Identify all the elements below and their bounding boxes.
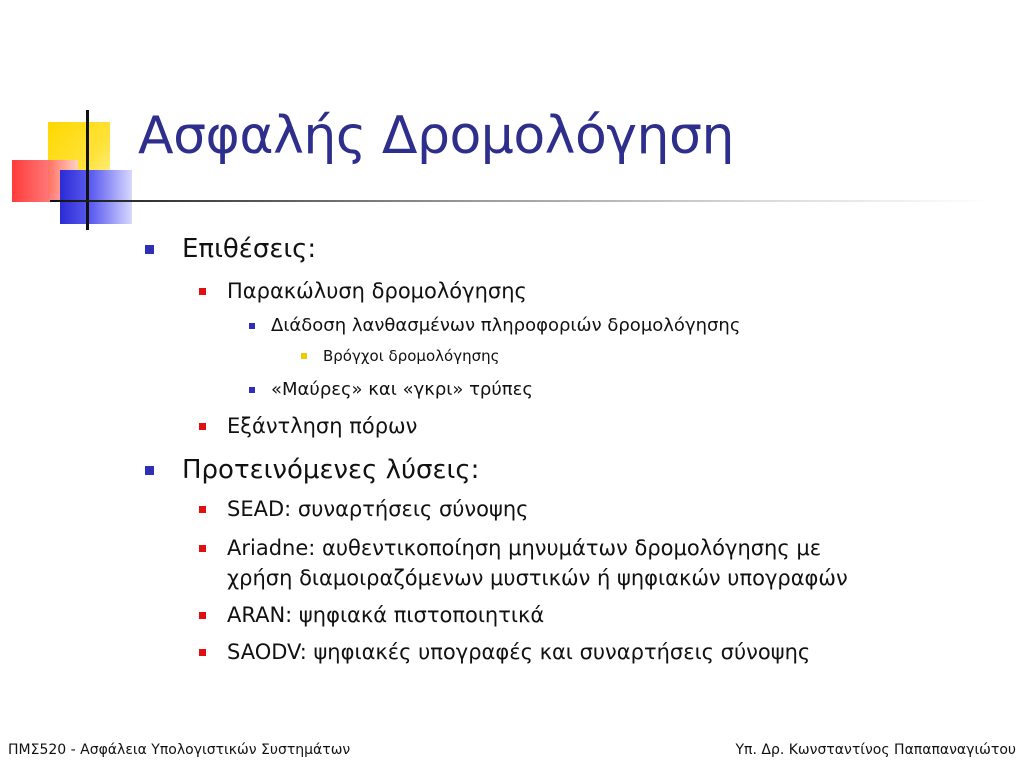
footer-author: Υπ. Δρ. Κωνσταντίνος Παπαπαναγιώτου bbox=[735, 742, 1016, 758]
bullet-text: χρήση διαμοιραζόμενων μυστικών ή ψηφιακών υπογραφών bbox=[227, 566, 848, 590]
bullet-item bbox=[227, 637, 810, 667]
slide-title: Ασφαλής Δρομολόγηση bbox=[138, 106, 734, 166]
bullet-square-icon bbox=[145, 245, 154, 254]
bullet-text: SEAD: συναρτήσεις σύνοψης bbox=[227, 497, 529, 521]
bullet-square-icon bbox=[199, 545, 206, 552]
bullet-square-icon bbox=[199, 612, 206, 619]
bullet-item bbox=[227, 411, 417, 441]
bullet-text: SAODV: ψηφιακές υπογραφές και συναρτήσεις σύνοψης bbox=[227, 640, 811, 664]
bullet-square-icon bbox=[199, 649, 206, 656]
footer-course: ΠΜΣ520 - Ασφάλεια Υπολογιστικών Συστημάτων bbox=[8, 742, 351, 758]
bullet-item bbox=[227, 600, 544, 630]
bullet-item bbox=[323, 345, 499, 367]
bullet-item bbox=[227, 533, 821, 563]
bullet-text: «Μαύρες» και «γκρι» τρύπες bbox=[271, 379, 533, 400]
bullet-text: Προτεινόμενες λύσεις: bbox=[182, 455, 480, 485]
bullet-item bbox=[182, 455, 479, 485]
bullet-text: Βρόγχοι δρομολόγησης bbox=[323, 347, 500, 365]
bullet-item bbox=[271, 313, 740, 339]
bullet-text: Επιθέσεις: bbox=[182, 234, 317, 264]
bullet-item bbox=[227, 276, 527, 306]
bullet-square-icon bbox=[145, 466, 154, 475]
bullet-square-icon bbox=[249, 387, 255, 393]
bullet-text: Εξάντληση πόρων bbox=[227, 414, 418, 438]
bullet-text: ARAN: ψηφιακά πιστοποιητικά bbox=[227, 603, 545, 627]
bullet-item bbox=[182, 234, 316, 264]
bullet-text: Παρακώλυση δρομολόγησης bbox=[227, 279, 527, 303]
bullet-square-icon bbox=[199, 288, 206, 295]
bullet-item-continuation bbox=[227, 563, 848, 593]
bullet-square-icon bbox=[199, 423, 206, 430]
bullet-item bbox=[271, 377, 533, 403]
bullet-text: Διάδοση λανθασμένων πληροφοριών δρομολόγησης bbox=[271, 315, 741, 336]
bullet-square-icon bbox=[199, 506, 206, 513]
bullet-item bbox=[227, 494, 529, 524]
bullet-square-icon bbox=[249, 323, 255, 329]
bullet-square-icon bbox=[301, 353, 307, 359]
bullet-text: Ariadne: αυθεντικοποίηση μηνυμάτων δρομολόγησης με bbox=[227, 536, 822, 560]
